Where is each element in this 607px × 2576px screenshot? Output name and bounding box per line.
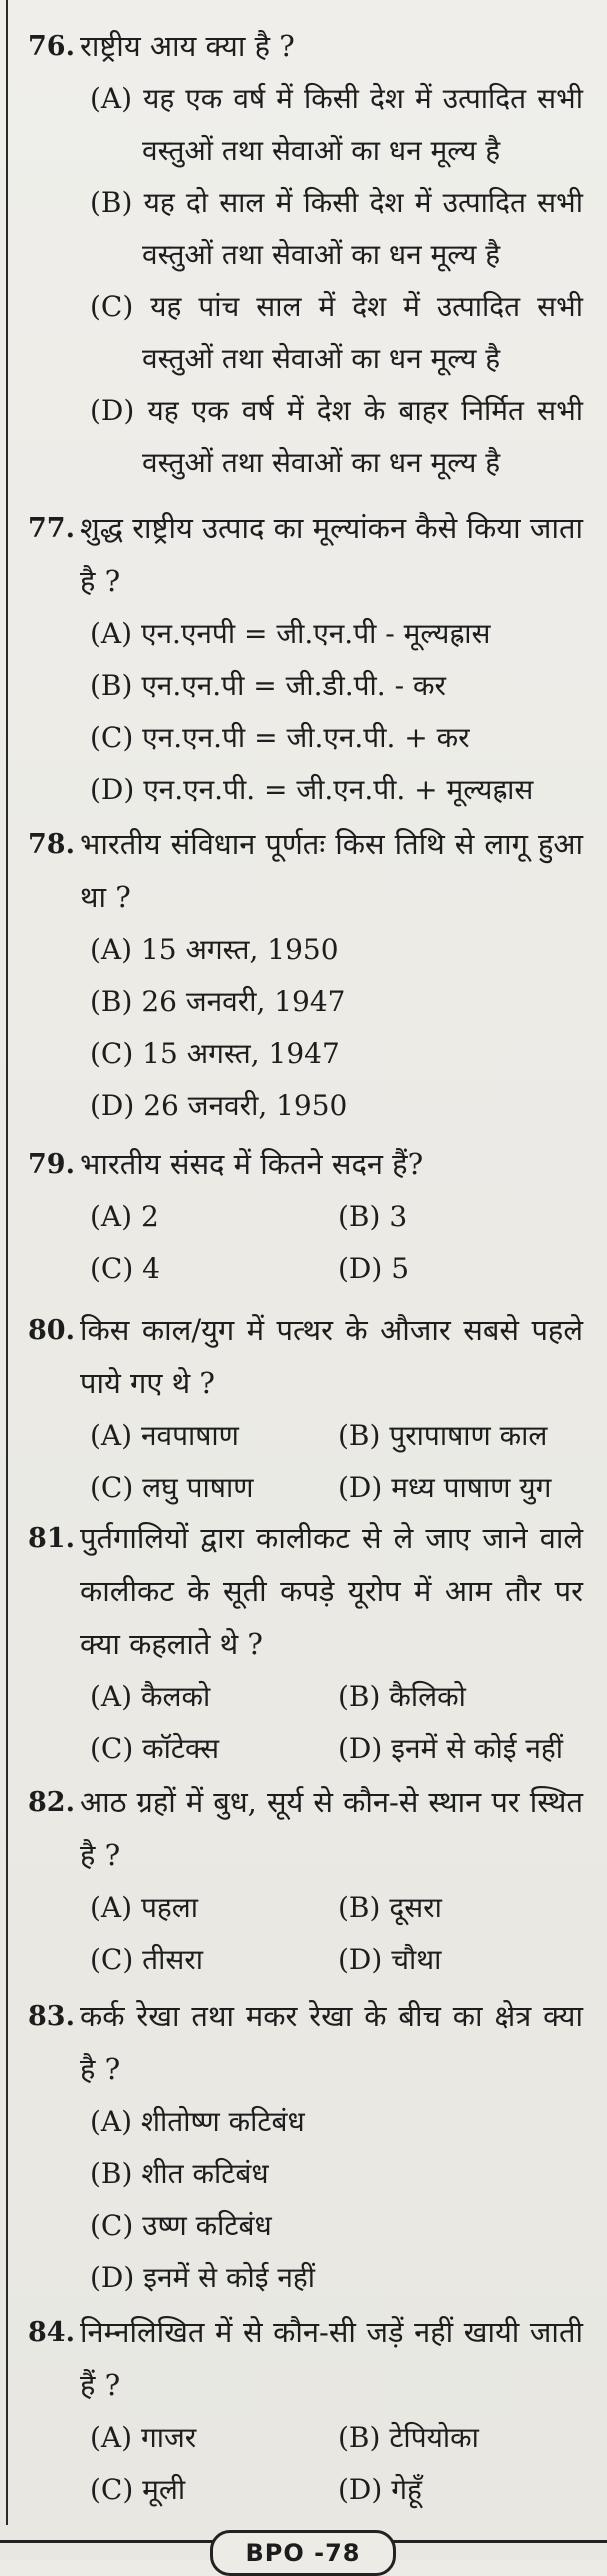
option-b[interactable]: (B) दूसरा [338,1891,442,1924]
option-c[interactable]: (C) 4 [90,1252,160,1285]
question-text: कर्क रेखा तथा मकर रेखा के बीच का क्षेत्र क्या है ? [80,1999,583,2086]
option-a[interactable]: (A) 15 अगस्त, 1950 [90,933,339,966]
question-stem [28,1990,583,2096]
question-text: पुर्तगालियों द्वारा कालीकट से ले जाए जाने वाले कालीकट के सूती कपड़े यूरोप में आम तौर पर क्या कहलाते थे ? [80,1521,583,1661]
question-text: किस काल/युग में पत्थर के औजार सबसे पहले पाये गए थे ? [80,1313,583,1400]
page-label-badge: BPO -78 [210,2530,396,2576]
question-number: 79. [28,1149,75,1180]
question-80 [28,1304,583,1514]
option-a[interactable]: (A) एन.एनपी = जी.एन.पी - मूल्यह्रास [90,617,491,650]
question-84 [28,2306,583,2516]
question-text: शुद्ध राष्ट्रीय उत्पाद का मूल्यांकन कैसे किया जाता है ? [80,511,583,598]
question-number: 80. [28,1315,75,1346]
option-c[interactable]: (C) मूली [90,2473,186,2506]
question-text: भारतीय संविधान पूर्णतः किस तिथि से लागू हुआ था ? [80,827,583,914]
option-b[interactable]: (B) यह दो साल में किसी देश में उत्पादित सभी वस्तुओं तथा सेवाओं का धन मूल्य है [90,186,583,271]
option-d[interactable]: (D) एन.एन.पी. = जी.एन.पी. + मूल्यह्रास [90,773,534,806]
option-a[interactable]: (A) कैलको [90,1680,211,1713]
option-c[interactable]: (C) 15 अगस्त, 1947 [90,1037,340,1070]
question-stem [28,502,583,608]
option-a[interactable]: (A) 2 [90,1200,159,1233]
question-stem [28,1512,583,1671]
option-a[interactable]: (A) यह एक वर्ष में किसी देश में उत्पादित सभी वस्तुओं तथा सेवाओं का धन मूल्य है [90,82,583,167]
left-margin-rule [6,0,8,2525]
options-grid [28,1882,583,1986]
question-text: निम्नलिखित में से कौन-सी जड़ें नहीं खायी जाती हैं ? [80,2315,583,2402]
option-d[interactable]: (D) 5 [338,1252,410,1285]
question-stem [28,20,583,73]
question-stem [28,1776,583,1882]
option-d[interactable]: (D) 26 जनवरी, 1950 [90,1089,348,1122]
options-grid [28,1671,583,1775]
option-c[interactable]: (C) लघु पाषाण [90,1471,254,1504]
question-77 [28,502,583,816]
option-c[interactable]: (C) उष्ण कटिबंध [90,2209,272,2242]
options-grid [28,2412,583,2516]
option-c[interactable]: (C) कॉटेक्स [90,1732,220,1765]
option-a[interactable]: (A) पहला [90,1891,198,1924]
option-d[interactable]: (D) मध्य पाषाण युग [338,1471,552,1504]
options-list [28,924,583,1132]
option-b[interactable]: (B) कैलिको [338,1680,466,1713]
question-78 [28,818,583,1132]
question-text: आठ ग्रहों में बुध, सूर्य से कौन-से स्थान पर स्थित है ? [80,1785,583,1872]
options-grid [28,1410,583,1514]
question-stem [28,818,583,924]
options-list [28,73,583,489]
question-number: 81. [28,1523,75,1554]
option-b[interactable]: (B) पुरापाषाण काल [338,1419,548,1452]
question-stem [28,2306,583,2412]
question-76 [28,20,583,489]
option-d[interactable]: (D) यह एक वर्ष में देश के बाहर निर्मित सभी वस्तुओं तथा सेवाओं का धन मूल्य है [90,394,583,479]
option-c[interactable]: (C) तीसरा [90,1943,204,1976]
option-c[interactable]: (C) एन.एन.पी = जी.एन.पी. + कर [90,721,470,754]
question-text: राष्ट्रीय आय क्या है ? [80,29,295,63]
option-d[interactable]: (D) गेहूँ [338,2473,422,2506]
option-d[interactable]: (D) इनमें से कोई नहीं [90,2261,316,2294]
options-list [28,608,583,816]
option-b[interactable]: (B) 3 [338,1200,408,1233]
option-b[interactable]: (B) एन.एन.पी = जी.डी.पी. - कर [90,669,446,702]
question-number: 76. [28,31,75,62]
question-number: 78. [28,829,75,860]
options-grid [28,1191,583,1295]
question-text: भारतीय संसद में कितने सदन हैं? [80,1147,424,1181]
question-79 [28,1138,583,1295]
question-number: 84. [28,2317,75,2348]
question-83 [28,1990,583,2304]
option-a[interactable]: (A) नवपाषाण [90,1419,239,1452]
question-stem [28,1138,583,1191]
option-d[interactable]: (D) इनमें से कोई नहीं [338,1732,564,1765]
question-stem [28,1304,583,1410]
question-82 [28,1776,583,1986]
option-d[interactable]: (D) चौथा [338,1943,442,1976]
option-a[interactable]: (A) गाजर [90,2421,197,2454]
option-b[interactable]: (B) टेपियोका [338,2421,479,2454]
option-b[interactable]: (B) 26 जनवरी, 1947 [90,985,346,1018]
question-number: 77. [28,513,75,544]
option-b[interactable]: (B) शीत कटिबंध [90,2157,269,2190]
question-number: 82. [28,1787,75,1818]
question-number: 83. [28,2001,75,2032]
question-81 [28,1512,583,1775]
option-a[interactable]: (A) शीतोष्ण कटिबंध [90,2105,305,2138]
options-list [28,2096,583,2304]
option-c[interactable]: (C) यह पांच साल में देश में उत्पादित सभी वस्तुओं तथा सेवाओं का धन मूल्य है [90,290,583,375]
